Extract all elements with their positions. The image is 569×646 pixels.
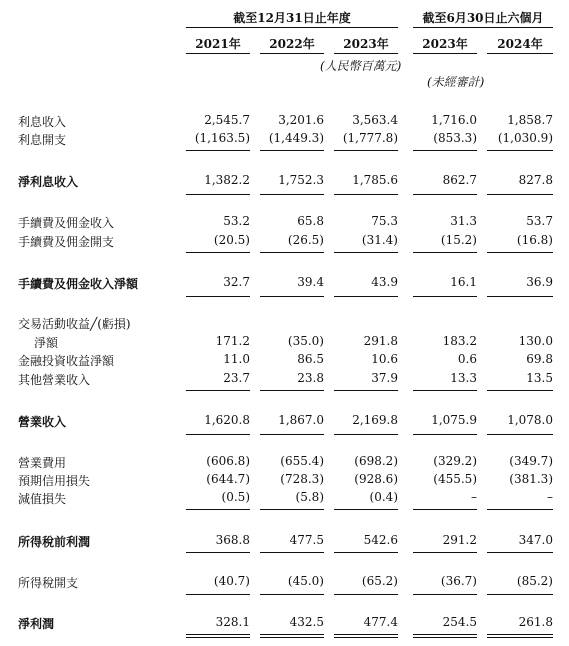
value-rule xyxy=(186,296,250,297)
row-net-interest-income-value: 862.7 xyxy=(442,173,477,187)
row-trading-gain-label-label: 交易活動收益╱(虧損) xyxy=(18,317,131,331)
row-profit-before-tax-label: 所得稅前利潤 xyxy=(18,535,91,549)
row-net-fee-income-value: 16.1 xyxy=(450,275,477,289)
value-rule xyxy=(413,252,477,253)
row-net-profit-value: 328.1 xyxy=(215,615,250,629)
row-trading-gain-net-value: 130.0 xyxy=(518,334,553,348)
row-investment-gain-value: 11.0 xyxy=(223,352,250,366)
row-fee-income-value: 53.7 xyxy=(526,214,553,228)
row-operating-income-value: 1,867.0 xyxy=(278,413,324,427)
value-rule xyxy=(260,594,324,595)
row-profit-before-tax-value: 291.2 xyxy=(442,533,477,547)
row-fee-income-label: 手續費及佣金收入 xyxy=(18,216,115,230)
total-double-rule xyxy=(186,634,250,638)
row-operating-income-label: 營業收入 xyxy=(18,415,67,429)
row-investment-gain-value: 86.5 xyxy=(297,352,324,366)
row-net-profit-value: 432.5 xyxy=(289,615,324,629)
row-fee-income-value: 75.3 xyxy=(371,214,398,228)
value-rule xyxy=(186,509,250,510)
value-rule xyxy=(186,150,250,151)
column-header-2024-half: 2024年 xyxy=(497,37,543,51)
row-interest-expense-value: (1,030.9) xyxy=(497,131,553,145)
value-rule xyxy=(186,552,250,553)
row-fee-income-value: 65.8 xyxy=(297,214,324,228)
header-group-year-rule xyxy=(186,27,398,28)
row-profit-before-tax-value: 347.0 xyxy=(518,533,553,547)
row-net-fee-income-label: 手續費及佣金收入淨額 xyxy=(18,277,139,291)
value-rule xyxy=(487,509,553,510)
row-net-profit-value: 254.5 xyxy=(442,615,477,629)
row-impairment-loss-value: (0.5) xyxy=(221,490,250,504)
row-interest-income-value: 2,545.7 xyxy=(204,113,250,127)
header-group-halfyear-rule xyxy=(413,27,553,28)
value-rule xyxy=(334,594,398,595)
value-rule xyxy=(260,552,324,553)
row-net-profit-value: 477.4 xyxy=(363,615,398,629)
value-rule xyxy=(487,194,553,195)
row-operating-expenses-value: (349.7) xyxy=(509,454,553,468)
row-net-interest-income-value: 1,752.3 xyxy=(278,173,324,187)
row-trading-gain-net-value: 291.8 xyxy=(363,334,398,348)
row-investment-gain-label: 金融投資收益淨額 xyxy=(18,354,115,368)
value-rule xyxy=(487,594,553,595)
row-income-tax-value: (45.0) xyxy=(287,574,324,588)
row-other-operating-income-value: 13.5 xyxy=(526,371,553,385)
row-investment-gain-value: 0.6 xyxy=(457,352,477,366)
row-fee-expense-label: 手續費及佣金開支 xyxy=(18,235,115,249)
row-trading-gain-net-value: 171.2 xyxy=(215,334,250,348)
row-other-operating-income-value: 13.3 xyxy=(450,371,477,385)
value-rule xyxy=(186,390,250,391)
row-expected-credit-loss-label: 預期信用損失 xyxy=(18,474,91,488)
row-net-fee-income-value: 32.7 xyxy=(223,275,250,289)
row-other-operating-income-label: 其他營業收入 xyxy=(18,373,91,387)
value-rule xyxy=(334,194,398,195)
row-operating-expenses-value: (329.2) xyxy=(433,454,477,468)
row-operating-income-value: 1,075.9 xyxy=(431,413,477,427)
value-rule xyxy=(487,150,553,151)
column-header-2022: 2022年 xyxy=(269,37,315,51)
value-rule xyxy=(487,296,553,297)
row-operating-income-value: 1,078.0 xyxy=(507,413,553,427)
value-rule xyxy=(413,390,477,391)
row-net-interest-income-value: 1,785.6 xyxy=(352,173,398,187)
value-rule xyxy=(487,552,553,553)
value-rule xyxy=(413,552,477,553)
header-group-halfyear: 截至6月30日止六個月 xyxy=(422,11,544,25)
column-header-2021: 2021年 xyxy=(195,37,241,51)
column-header-rule-4 xyxy=(413,53,477,54)
row-trading-gain-net-value: 183.2 xyxy=(442,334,477,348)
row-interest-income-value: 1,858.7 xyxy=(507,113,553,127)
unaudited-note: (未經審計) xyxy=(427,75,485,89)
value-rule xyxy=(413,296,477,297)
value-rule xyxy=(186,194,250,195)
row-interest-income-label: 利息收入 xyxy=(18,115,67,129)
value-rule xyxy=(260,509,324,510)
row-net-profit-value: 261.8 xyxy=(518,615,553,629)
value-rule xyxy=(260,252,324,253)
value-rule xyxy=(260,390,324,391)
row-expected-credit-loss-value: (381.3) xyxy=(509,472,553,486)
row-interest-income-value: 3,201.6 xyxy=(278,113,324,127)
value-rule xyxy=(334,552,398,553)
row-impairment-loss-value: (0.4) xyxy=(369,490,398,504)
value-rule xyxy=(260,150,324,151)
value-rule xyxy=(186,434,250,435)
total-double-rule xyxy=(260,634,324,638)
unit-note: (人民幣百萬元) xyxy=(320,59,402,73)
column-header-2023-half: 2023年 xyxy=(422,37,468,51)
row-fee-expense-value: (31.4) xyxy=(361,233,398,247)
column-header-rule-1 xyxy=(186,53,250,54)
value-rule xyxy=(487,434,553,435)
value-rule xyxy=(334,390,398,391)
row-other-operating-income-value: 37.9 xyxy=(371,371,398,385)
row-other-operating-income-value: 23.7 xyxy=(223,371,250,385)
total-double-rule xyxy=(413,634,477,638)
value-rule xyxy=(334,296,398,297)
value-rule xyxy=(413,509,477,510)
value-rule xyxy=(413,594,477,595)
row-fee-expense-value: (15.2) xyxy=(440,233,477,247)
row-income-tax-value: (85.2) xyxy=(516,574,553,588)
row-net-interest-income-value: 1,382.2 xyxy=(204,173,250,187)
row-impairment-loss-label: 減值損失 xyxy=(18,492,67,506)
row-expected-credit-loss-value: (928.6) xyxy=(354,472,398,486)
row-net-profit-label: 淨利潤 xyxy=(18,617,55,631)
row-trading-gain-net-value: (35.0) xyxy=(287,334,324,348)
row-profit-before-tax-value: 368.8 xyxy=(215,533,250,547)
row-net-fee-income-value: 39.4 xyxy=(297,275,324,289)
total-double-rule xyxy=(334,634,398,638)
row-profit-before-tax-value: 542.6 xyxy=(363,533,398,547)
value-rule xyxy=(334,252,398,253)
column-header-2023: 2023年 xyxy=(343,37,389,51)
row-interest-expense-value: (1,777.8) xyxy=(342,131,398,145)
row-trading-gain-net-label: 淨額 xyxy=(34,336,59,350)
value-rule xyxy=(186,252,250,253)
row-expected-credit-loss-value: (644.7) xyxy=(206,472,250,486)
row-fee-income-value: 31.3 xyxy=(450,214,477,228)
row-interest-income-value: 1,716.0 xyxy=(431,113,477,127)
row-operating-income-value: 2,169.8 xyxy=(352,413,398,427)
row-interest-expense-value: (853.3) xyxy=(433,131,477,145)
row-income-tax-value: (40.7) xyxy=(213,574,250,588)
value-rule xyxy=(487,252,553,253)
value-rule xyxy=(334,509,398,510)
row-expected-credit-loss-value: (455.5) xyxy=(433,472,477,486)
row-operating-expenses-value: (655.4) xyxy=(280,454,324,468)
value-rule xyxy=(334,434,398,435)
row-fee-income-value: 53.2 xyxy=(223,214,250,228)
row-fee-expense-value: (26.5) xyxy=(287,233,324,247)
row-net-fee-income-value: 36.9 xyxy=(526,275,553,289)
row-interest-expense-label: 利息開支 xyxy=(18,133,67,147)
row-income-tax-label: 所得稅開支 xyxy=(18,576,79,590)
value-rule xyxy=(334,150,398,151)
row-operating-expenses-value: (606.8) xyxy=(206,454,250,468)
column-header-rule-3 xyxy=(334,53,398,54)
row-fee-expense-value: (20.5) xyxy=(213,233,250,247)
row-net-interest-income-label: 淨利息收入 xyxy=(18,175,79,189)
value-rule xyxy=(413,434,477,435)
row-income-tax-value: (65.2) xyxy=(361,574,398,588)
total-double-rule xyxy=(487,634,553,638)
column-header-rule-5 xyxy=(487,53,553,54)
row-operating-expenses-value: (698.2) xyxy=(354,454,398,468)
row-net-fee-income-value: 43.9 xyxy=(371,275,398,289)
row-profit-before-tax-value: 477.5 xyxy=(289,533,324,547)
row-expected-credit-loss-value: (728.3) xyxy=(280,472,324,486)
header-group-year: 截至12月31日止年度 xyxy=(233,11,351,25)
value-rule xyxy=(260,434,324,435)
row-interest-expense-value: (1,163.5) xyxy=(194,131,250,145)
row-investment-gain-value: 69.8 xyxy=(526,352,553,366)
row-fee-expense-value: (16.8) xyxy=(516,233,553,247)
row-impairment-loss-value: (5.8) xyxy=(295,490,324,504)
value-rule xyxy=(260,194,324,195)
row-interest-expense-value: (1,449.3) xyxy=(268,131,324,145)
value-rule xyxy=(413,150,477,151)
row-other-operating-income-value: 23.8 xyxy=(297,371,324,385)
value-rule xyxy=(413,194,477,195)
row-operating-expenses-label: 營業費用 xyxy=(18,456,67,470)
row-impairment-loss-value: – xyxy=(547,490,553,504)
value-rule xyxy=(260,296,324,297)
value-rule xyxy=(487,390,553,391)
column-header-rule-2 xyxy=(260,53,324,54)
row-interest-income-value: 3,563.4 xyxy=(352,113,398,127)
value-rule xyxy=(186,594,250,595)
row-income-tax-value: (36.7) xyxy=(440,574,477,588)
row-net-interest-income-value: 827.8 xyxy=(518,173,553,187)
row-investment-gain-value: 10.6 xyxy=(371,352,398,366)
row-impairment-loss-value: – xyxy=(471,490,477,504)
row-operating-income-value: 1,620.8 xyxy=(204,413,250,427)
